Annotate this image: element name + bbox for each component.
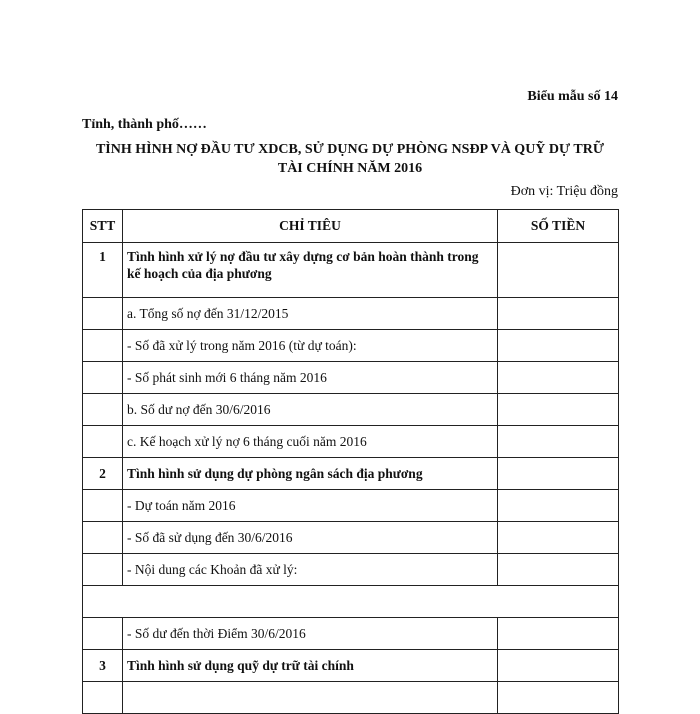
row-item: Tình hình sử dụng quỹ dự trữ tài chính — [123, 650, 498, 682]
row-amount — [498, 298, 619, 330]
table-row — [83, 394, 619, 426]
row-stt — [83, 394, 123, 426]
row-item: - Số dư đến thời Điểm 30/6/2016 — [123, 618, 498, 650]
header-amount: SỐ TIỀN — [498, 210, 619, 243]
table-row-blank — [83, 586, 619, 618]
row-stt — [83, 522, 123, 554]
row-amount — [498, 243, 619, 298]
row-stt: 2 — [83, 458, 123, 490]
row-stt — [83, 682, 123, 714]
row-item: - Số phát sinh mới 6 tháng năm 2016 — [123, 362, 498, 394]
unit-label: Đơn vị: Triệu đồng — [510, 184, 618, 199]
report-title: TÌNH HÌNH NỢ ĐẦU TƯ XDCB, SỬ DỤNG DỰ PHÒNG NSĐP VÀ QUỸ DỰ TRỮ TÀI CHÍNH NĂM 2016 — [95, 142, 605, 176]
row-amount — [498, 650, 619, 682]
table-row — [83, 458, 619, 490]
form-number: Biểu mẫu số 14 — [527, 89, 618, 104]
row-blank-cell — [83, 586, 619, 618]
row-stt — [83, 330, 123, 362]
row-item: - Dự toán năm 2016 — [123, 490, 498, 522]
table-row — [83, 330, 619, 362]
table-row — [83, 650, 619, 682]
row-item: Tình hình sử dụng dự phòng ngân sách địa phương — [123, 458, 498, 490]
row-stt — [83, 490, 123, 522]
report-table — [82, 209, 619, 714]
table-row — [83, 298, 619, 330]
row-item: - Số đã sử dụng đến 30/6/2016 — [123, 522, 498, 554]
table-header-row — [83, 210, 619, 243]
row-item — [123, 682, 498, 714]
header-stt: STT — [83, 210, 123, 243]
table-row — [83, 490, 619, 522]
row-amount — [498, 490, 619, 522]
row-stt — [83, 426, 123, 458]
row-amount — [498, 394, 619, 426]
header-item: CHỈ TIÊU — [123, 210, 498, 243]
row-stt — [83, 618, 123, 650]
row-item: - Số đã xử lý trong năm 2016 (từ dự toán): — [123, 330, 498, 362]
row-stt: 1 — [83, 243, 123, 298]
row-item: Tình hình xử lý nợ đầu tư xây dựng cơ bản hoàn thành trong kế hoạch của địa phương — [123, 243, 498, 298]
table-row — [83, 426, 619, 458]
table-row — [83, 522, 619, 554]
row-amount — [498, 618, 619, 650]
table-row — [83, 618, 619, 650]
table-row — [83, 554, 619, 586]
row-amount — [498, 458, 619, 490]
row-item: c. Kế hoạch xử lý nợ 6 tháng cuối năm 2016 — [123, 426, 498, 458]
province-label: Tỉnh, thành phố…… — [82, 117, 207, 132]
row-stt: 3 — [83, 650, 123, 682]
row-amount — [498, 362, 619, 394]
row-stt — [83, 298, 123, 330]
row-amount — [498, 330, 619, 362]
row-item: a. Tổng số nợ đến 31/12/2015 — [123, 298, 498, 330]
table-row — [83, 682, 619, 714]
row-amount — [498, 426, 619, 458]
table-row — [83, 362, 619, 394]
row-stt — [83, 362, 123, 394]
row-item: b. Số dư nợ đến 30/6/2016 — [123, 394, 498, 426]
row-amount — [498, 522, 619, 554]
row-item: - Nội dung các Khoản đã xử lý: — [123, 554, 498, 586]
row-amount — [498, 554, 619, 586]
row-stt — [83, 554, 123, 586]
row-amount — [498, 682, 619, 714]
table-row — [83, 243, 619, 298]
